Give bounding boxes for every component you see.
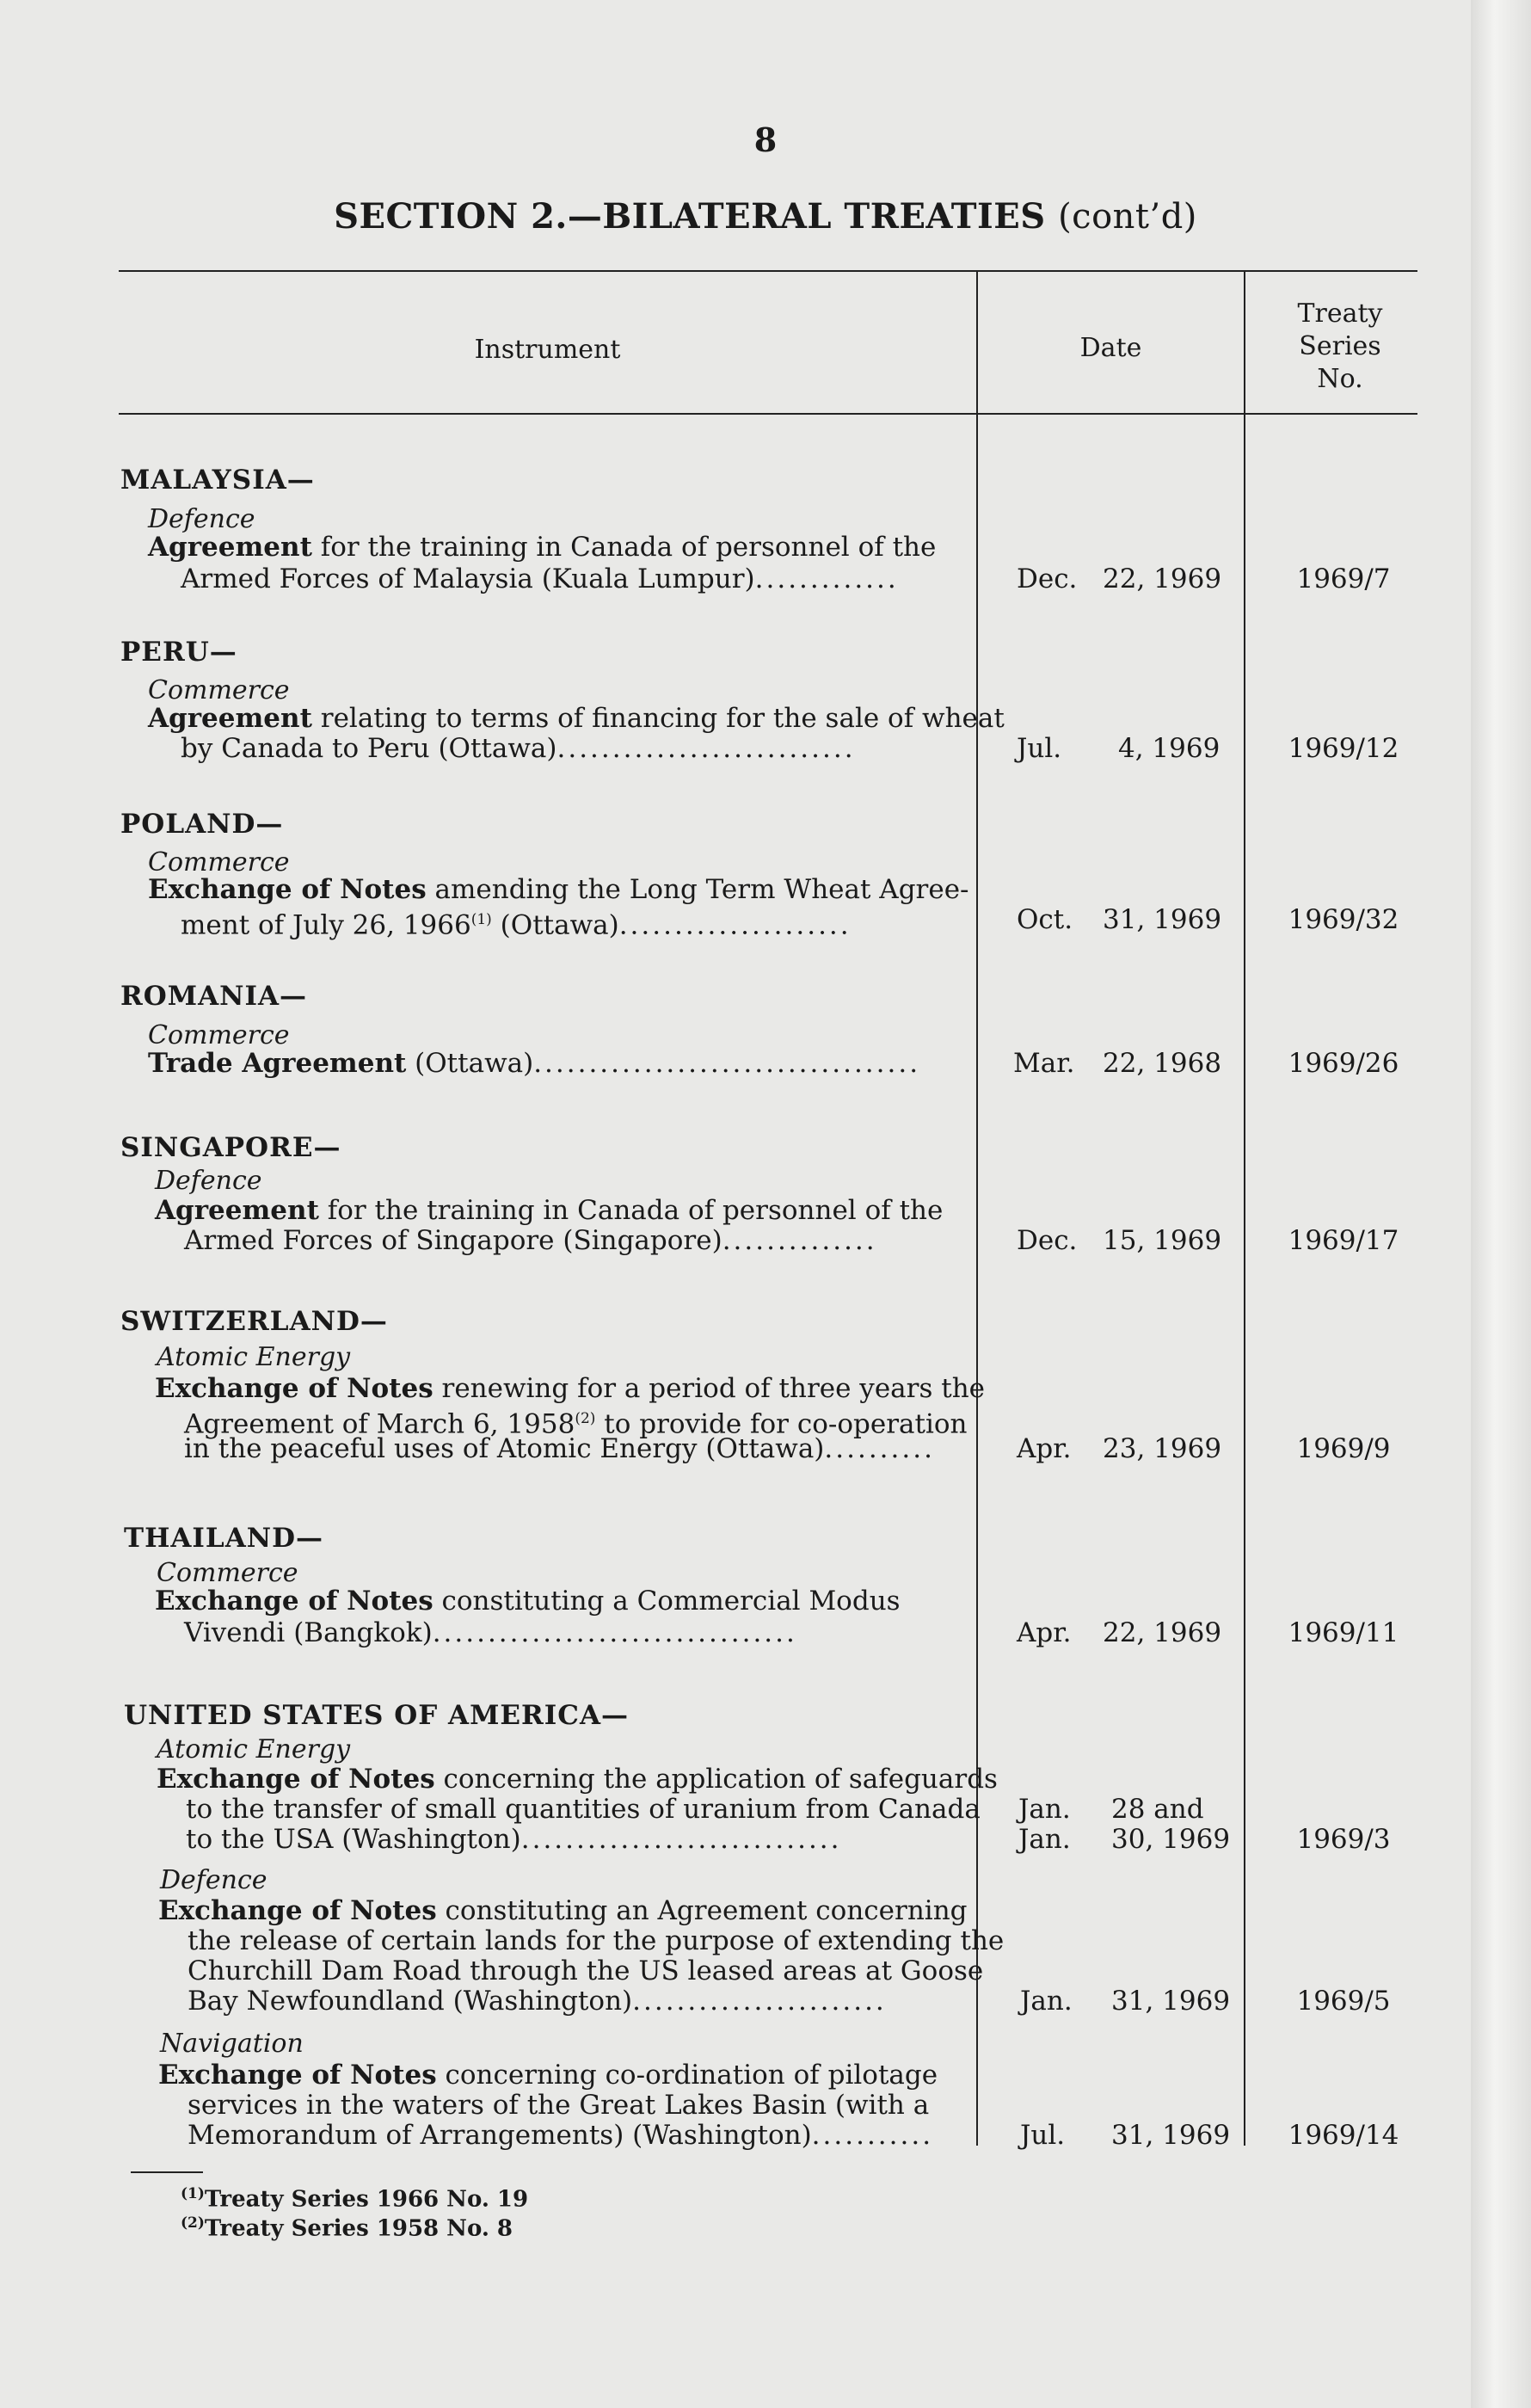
country-heading: POLAND—: [120, 809, 284, 840]
date-day-year: 15, 1969: [1103, 1225, 1222, 1256]
subject-heading: Commerce: [148, 675, 290, 705]
header-date: Date: [1079, 333, 1142, 363]
header-treaty-series: [1245, 298, 1435, 396]
instrument-line: in the peaceful uses of Atomic Energy (Ottawa)..........: [184, 1433, 935, 1464]
instrument-text: Agreement of March 6, 1958: [184, 1408, 575, 1440]
header-ts-line1: Treaty: [1297, 299, 1383, 329]
subject-heading: Defence: [148, 504, 255, 534]
table-top-rule: [119, 270, 1417, 272]
instrument-line: [155, 1586, 901, 1617]
page-number: 8: [753, 120, 778, 159]
instrument-line: [188, 1925, 1004, 1956]
instrument-text: the release of certain lands for the purpose of extending the: [188, 1925, 1005, 1956]
date-day-year: 4, 1969: [1118, 733, 1220, 764]
instrument-text: for the training in Canada of personnel of the: [318, 1195, 944, 1226]
instrument-text: services in the waters of the Great Lakes Basin (with a: [188, 2090, 930, 2121]
subject-heading: Commerce: [148, 847, 290, 878]
subject-heading: Commerce: [157, 1558, 298, 1588]
instrument-text: to the USA (Washington): [186, 1824, 521, 1855]
date-month: Apr.: [1017, 1617, 1072, 1648]
instrument-line: Memorandum of Arrangements) (Washington)...........: [188, 2120, 934, 2151]
date-month: Jul.: [1017, 733, 1062, 764]
date-day-year: 31, 1969: [1111, 1986, 1231, 2017]
instrument-text: Churchill Dam Road through the US leased areas at Goose: [188, 1955, 984, 1986]
date-day-year: 22, 1968: [1103, 1048, 1222, 1079]
country-heading: PERU—: [120, 637, 237, 668]
date-month: Dec.: [1017, 1225, 1078, 1256]
instrument-text: constituting a Commercial Modus: [433, 1586, 901, 1617]
footnote-mark: (2): [181, 2214, 205, 2232]
country-heading: MALAYSIA—: [120, 465, 315, 496]
instrument-text: concerning the application of safeguards: [434, 1764, 998, 1795]
instrument-line: [188, 1955, 983, 1986]
treaty-series-number: 1969/9: [1296, 1433, 1391, 1464]
footnote-ref: (1): [470, 911, 492, 928]
treaty-series-number: 1969/11: [1288, 1617, 1399, 1648]
instrument-text: Armed Forces of Malaysia (Kuala Lumpur): [181, 564, 755, 594]
date-month: Jan.: [1018, 1824, 1071, 1855]
date-day-year: 22, 1969: [1103, 1617, 1222, 1648]
date-month: Jan.: [1018, 1794, 1071, 1825]
instrument-type: Exchange of Notes: [155, 1586, 433, 1617]
date-month: Dec.: [1017, 564, 1078, 594]
treaty-series-number: 1969/26: [1288, 1048, 1399, 1079]
instrument-text: Armed Forces of Singapore (Singapore): [184, 1225, 722, 1256]
instrument-text: for the training in Canada of personnel of the: [311, 532, 937, 563]
date-month: Apr.: [1017, 1433, 1072, 1464]
instrument-text: Bay Newfoundland (Washington): [188, 1986, 633, 2017]
section-title-suffix: (cont’d): [1058, 197, 1197, 237]
header-ts-line2: Series: [1299, 331, 1381, 361]
treaty-series-number: 1969/14: [1288, 2120, 1399, 2151]
subject-heading: Defence: [155, 1166, 262, 1196]
instrument-line: [148, 532, 936, 563]
instrument-line: [155, 1195, 943, 1226]
instrument-text: ment of July 26, 1966: [181, 909, 471, 941]
instrument-line: [148, 703, 1005, 734]
treaty-series-number: 1969/3: [1296, 1824, 1391, 1855]
subject-heading: Commerce: [148, 1020, 290, 1050]
country-heading: SINGAPORE—: [120, 1132, 341, 1163]
subject-heading: Atomic Energy: [157, 1342, 351, 1372]
instrument-line: to the USA (Washington).............................: [186, 1824, 842, 1855]
page-edge: [1471, 0, 1531, 2408]
instrument-type: Exchange of Notes: [158, 1895, 437, 1926]
footnote-ref: (2): [575, 1410, 596, 1427]
instrument-text: to the transfer of small quantities of uranium from Canada: [186, 1794, 981, 1825]
country-heading: THAILAND—: [124, 1523, 323, 1554]
treaty-series-number: 1969/12: [1288, 733, 1399, 764]
instrument-line: [157, 1764, 998, 1795]
instrument-text: (Ottawa): [406, 1048, 534, 1079]
subject-heading: Navigation: [160, 2029, 304, 2059]
instrument-type: Trade Agreement: [148, 1048, 407, 1079]
instrument-line: [158, 2060, 938, 2091]
date-month: Oct.: [1017, 904, 1073, 935]
instrument-line: Vivendi (Bangkok).................................: [184, 1617, 797, 1648]
date-month: Jan.: [1020, 1986, 1073, 2017]
instrument-line: Armed Forces of Singapore (Singapore)..............: [184, 1225, 877, 1256]
instrument-line: Trade Agreement (Ottawa)...................................: [148, 1048, 921, 1079]
instrument-line: [188, 2090, 929, 2121]
instrument-line: [158, 1895, 968, 1926]
header-ts-line3: No.: [1317, 364, 1363, 394]
date-month: Jul.: [1020, 2120, 1066, 2151]
footnote: [181, 2214, 513, 2242]
instrument-type: Agreement: [148, 703, 312, 734]
date-day-year: 31, 1969: [1111, 2120, 1231, 2151]
instrument-type: Exchange of Notes: [157, 1764, 435, 1795]
instrument-line: [186, 1794, 981, 1825]
section-title: [0, 196, 1531, 237]
instrument-text: concerning co-ordination of pilotage: [436, 2060, 938, 2091]
section-title-text: SECTION 2.—BILATERAL TREATIES: [334, 196, 1046, 237]
instrument-text: by Canada to Peru (Ottawa): [181, 733, 557, 764]
instrument-type: Exchange of Notes: [148, 874, 427, 905]
country-heading: ROMANIA—: [120, 981, 308, 1012]
instrument-text: relating to terms of financing for the sale of wheat: [311, 703, 1005, 734]
instrument-type: Exchange of Notes: [155, 1373, 433, 1404]
footnote-mark: (1): [181, 2185, 205, 2202]
footnote-text: Treaty Series 1966 No. 19: [204, 2186, 529, 2213]
instrument-line: [155, 1373, 985, 1404]
instrument-type: Agreement: [148, 532, 312, 563]
instrument-text: to provide for co-operation: [595, 1408, 968, 1440]
instrument-text: in the peaceful uses of Atomic Energy (Ottawa): [184, 1433, 825, 1464]
footnote-rule: [131, 2171, 203, 2173]
subject-heading: Atomic Energy: [157, 1734, 351, 1764]
header-instrument: Instrument: [474, 335, 621, 365]
instrument-line: Armed Forces of Malaysia (Kuala Lumpur).............: [181, 564, 899, 594]
footnote: [181, 2185, 528, 2213]
instrument-text: constituting an Agreement concerning: [436, 1895, 968, 1926]
instrument-text: (Ottawa): [491, 909, 619, 941]
instrument-line: [148, 874, 969, 905]
table-header-rule: [119, 413, 1417, 415]
country-heading: UNITED STATES OF AMERICA—: [124, 1700, 630, 1731]
date-day-year: 30, 1969: [1111, 1824, 1231, 1855]
treaty-series-number: 1969/17: [1288, 1225, 1399, 1256]
date-month: Mar.: [1013, 1048, 1075, 1079]
instrument-text: Memorandum of Arrangements) (Washington): [188, 2120, 812, 2151]
instrument-line: ment of July 26, 1966$^{(1)}$ (Ottawa).....................: [181, 909, 852, 941]
instrument-text: renewing for a period of three years the: [433, 1373, 985, 1404]
column-divider-date: [976, 270, 978, 2146]
subject-heading: Defence: [160, 1865, 267, 1895]
country-heading: SWITZERLAND—: [120, 1306, 388, 1337]
treaty-series-number: 1969/5: [1296, 1986, 1391, 2017]
instrument-line: Bay Newfoundland (Washington).......................: [188, 1986, 887, 2017]
date-day-year: 23, 1969: [1103, 1433, 1222, 1464]
treaty-series-number: 1969/7: [1296, 564, 1391, 594]
footnote-text: Treaty Series 1958 No. 8: [204, 2215, 513, 2242]
treaty-series-number: 1969/32: [1288, 904, 1399, 935]
instrument-line: by Canada to Peru (Ottawa)...........................: [181, 733, 856, 764]
instrument-text: Vivendi (Bangkok): [184, 1617, 433, 1648]
column-divider-series: [1244, 270, 1245, 2146]
date-day-year: 31, 1969: [1103, 904, 1222, 935]
date-day-year: 28 and: [1111, 1794, 1204, 1825]
date-day-year: 22, 1969: [1103, 564, 1222, 594]
instrument-type: Exchange of Notes: [158, 2060, 437, 2091]
instrument-text: amending the Long Term Wheat Agree-: [426, 874, 969, 905]
instrument-type: Agreement: [155, 1195, 319, 1226]
